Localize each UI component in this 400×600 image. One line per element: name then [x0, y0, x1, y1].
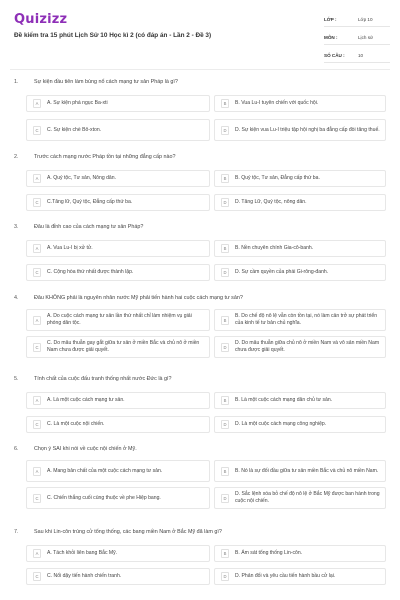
option-letter-box: C [33, 494, 41, 503]
option-text: D. Sắc lệnh xóa bỏ chế độ nô lệ ở Bắc Mỹ được ban hành trong cuộc nội chiến. [235, 491, 380, 504]
option-d[interactable] [214, 568, 386, 585]
meta-class-value: Lớp 10 [358, 16, 373, 22]
option-d[interactable] [214, 119, 386, 141]
option-a[interactable] [26, 170, 210, 187]
option-c[interactable] [26, 416, 210, 433]
option-c[interactable] [26, 194, 210, 211]
option-b[interactable] [214, 392, 386, 409]
option-c[interactable] [26, 336, 210, 358]
option-letter-box: A [33, 244, 41, 253]
option-d[interactable] [214, 336, 386, 358]
option-text: A. Là một cuộc cách mạng tư sản. [47, 397, 125, 404]
option-b[interactable] [214, 460, 386, 482]
option-letter-box: C [33, 198, 41, 207]
option-text: C. Do mâu thuẫn gay gắt giữa tư sản ở miền Bắc và chủ nô ở miền Nam chưa được giải quyết. [47, 340, 200, 353]
option-text: B. Do chế độ nô lệ vẫn còn tồn tại, nó làm cản trở sự phát triển của kinh tế tư bản chủ nghĩa. [235, 313, 378, 326]
option-letter-box: B [221, 99, 229, 108]
option-a[interactable] [26, 392, 210, 409]
option-text: C. Chiến thắng cuối cùng thuộc về phe Hiệp bang. [47, 494, 161, 501]
option-c[interactable] [26, 264, 210, 281]
option-letter-box: A [33, 396, 41, 405]
option-text: A. Do cuộc cách mạng tư sản lần thứ nhất chỉ làm nhiệm vụ giải phóng dân tộc. [47, 313, 192, 326]
option-text: D. Sự cầm quyền của phái Gi-rông-đanh. [235, 269, 329, 276]
option-letter-box: C [33, 343, 41, 352]
option-a[interactable] [26, 240, 210, 257]
question-text: Tính chất của cuộc đấu tranh thống nhất nước Đức là gì? [34, 376, 172, 382]
worksheet-header [0, 0, 400, 72]
option-letter-box: A [33, 316, 41, 325]
option-letter-box: B [221, 244, 229, 253]
option-text: A. Vua Lu-I bị xử tử. [47, 245, 93, 252]
option-letter-box: C [33, 268, 41, 277]
option-b[interactable] [214, 240, 386, 257]
option-letter-box: A [33, 174, 41, 183]
option-letter-box: C [33, 126, 41, 135]
option-c[interactable] [26, 568, 210, 585]
option-letter-box: D [221, 494, 229, 503]
option-c[interactable] [26, 487, 210, 509]
question-number: 1. [14, 79, 19, 85]
option-text: D. Do mâu thuẫn giữa chủ nô ở miền Nam và vô sản miền Nam chưa được giải quyết. [235, 340, 380, 353]
option-text: B. Ám sát tổng thống Lin-côn. [235, 550, 303, 557]
option-a[interactable] [26, 545, 210, 562]
quizizz-logo[interactable]: Quizizz [14, 12, 68, 27]
option-a[interactable] [26, 309, 210, 331]
meta-class-label: LỚP : [324, 16, 337, 22]
option-text: C. Là một cuộc nội chiến. [47, 421, 105, 428]
option-text: C.Tăng lữ, Quý tộc, Đẳng cấp thứ ba. [47, 199, 133, 206]
question-text: Chọn ý SAI khi nói về cuộc nội chiến ở Mỹ. [34, 446, 137, 452]
option-c[interactable] [26, 119, 210, 141]
meta-subject-value: Lịch sử [358, 34, 374, 40]
meta-subject-row [324, 30, 390, 45]
option-text: A. Sự kiện phá ngục Ba-xti [47, 100, 108, 107]
option-a[interactable] [26, 95, 210, 112]
option-letter-box: B [221, 316, 229, 325]
option-text: D. Sự kiện vua Lu-I triệu tập hội nghị ba đẳng cấp đòi tăng thuế. [235, 126, 380, 133]
question-text: Đâu KHÔNG phải là nguyên nhân nước Mỹ phải tiến hành hai cuộc cách mạng tư sản? [34, 295, 243, 301]
meta-count-label: SỐ CÂU : [324, 52, 345, 58]
option-d[interactable] [214, 416, 386, 433]
question-text: Đâu là đỉnh cao của cách mạng tư sản Pháp? [34, 224, 144, 230]
option-letter-box: A [33, 549, 41, 558]
option-letter-box: C [33, 420, 41, 429]
meta-class-row [324, 12, 390, 27]
header-divider [10, 69, 390, 70]
meta-panel [324, 12, 390, 66]
option-a[interactable] [26, 460, 210, 482]
option-text: D. Là một cuộc cách mạng công nghiệp. [235, 421, 327, 428]
option-text: D. Phản đối và yêu cầu tiến hành bầu cử lại. [235, 573, 336, 580]
question-text: Trước cách mạng nước Pháp tồn tại những đẳng cấp nào? [34, 154, 176, 160]
option-text: A. Mang bản chất của một cuộc cách mạng tư sản. [47, 467, 163, 474]
option-letter-box: D [221, 126, 229, 135]
option-text: D. Tăng Lữ, Quý tộc, nông dân. [235, 199, 307, 206]
option-b[interactable] [214, 309, 386, 331]
option-text: B. Là một cuộc cách mạng dân chủ tư sản. [235, 397, 333, 404]
document-title: Đề kiểm tra 15 phút Lịch Sử 10 Học kì 2 (có đáp án - Lần 2 - Đề 3) [14, 32, 212, 39]
option-text: C. Sự kiện chè Bô-xton. [47, 126, 102, 133]
question-text: Sự kiện đầu tiên làm bùng nổ cách mạng tư sản Pháp là gì? [34, 79, 178, 85]
option-text: B. Quý tộc, Tư sản, Đẳng cấp thứ ba. [235, 175, 320, 182]
option-letter-box: A [33, 467, 41, 476]
option-text: B. Nền chuyên chính Gia-cô-banh. [235, 245, 314, 252]
meta-count-row [324, 48, 390, 63]
question-number: 2. [14, 154, 19, 160]
question-number: 6. [14, 446, 19, 452]
question-number: 7. [14, 529, 19, 535]
option-b[interactable] [214, 170, 386, 187]
option-b[interactable] [214, 545, 386, 562]
question-number: 5. [14, 376, 19, 382]
option-letter-box: D [221, 572, 229, 581]
option-text: A. Quý tộc, Tư sản, Nông dân. [47, 175, 117, 182]
option-letter-box: C [33, 572, 41, 581]
meta-count-value: 10 [358, 52, 364, 58]
question-number: 3. [14, 224, 19, 230]
option-letter-box: B [221, 396, 229, 405]
option-d[interactable] [214, 194, 386, 211]
option-text: B. Vua Lu-I tuyên chiến với quốc hội. [235, 100, 319, 107]
option-letter-box: B [221, 174, 229, 183]
option-letter-box: D [221, 420, 229, 429]
option-letter-box: B [221, 467, 229, 476]
option-text: A. Tách khỏi liên bang Bắc Mỹ. [47, 550, 118, 557]
option-d[interactable] [214, 264, 386, 281]
option-letter-box: D [221, 343, 229, 352]
question-text: Sau khi Lin-côn trúng cử tổng thống, các bang miền Nam ở Bắc Mỹ đã làm gì? [34, 529, 222, 535]
option-d[interactable] [214, 487, 386, 509]
option-text: B. Nó là sự đối đầu giữa tư sản miền Bắc và chủ nô miền Nam. [235, 467, 379, 474]
option-b[interactable] [214, 95, 386, 112]
option-text: C. Nổi dậy tiến hành chiến tranh. [47, 573, 122, 580]
question-number: 4. [14, 295, 19, 301]
option-text: C. Cộng hòa thứ nhất được thành lập. [47, 269, 134, 276]
option-letter-box: D [221, 268, 229, 277]
option-letter-box: A [33, 99, 41, 108]
option-letter-box: D [221, 198, 229, 207]
meta-subject-label: MÔN : [324, 34, 338, 40]
option-letter-box: B [221, 549, 229, 558]
